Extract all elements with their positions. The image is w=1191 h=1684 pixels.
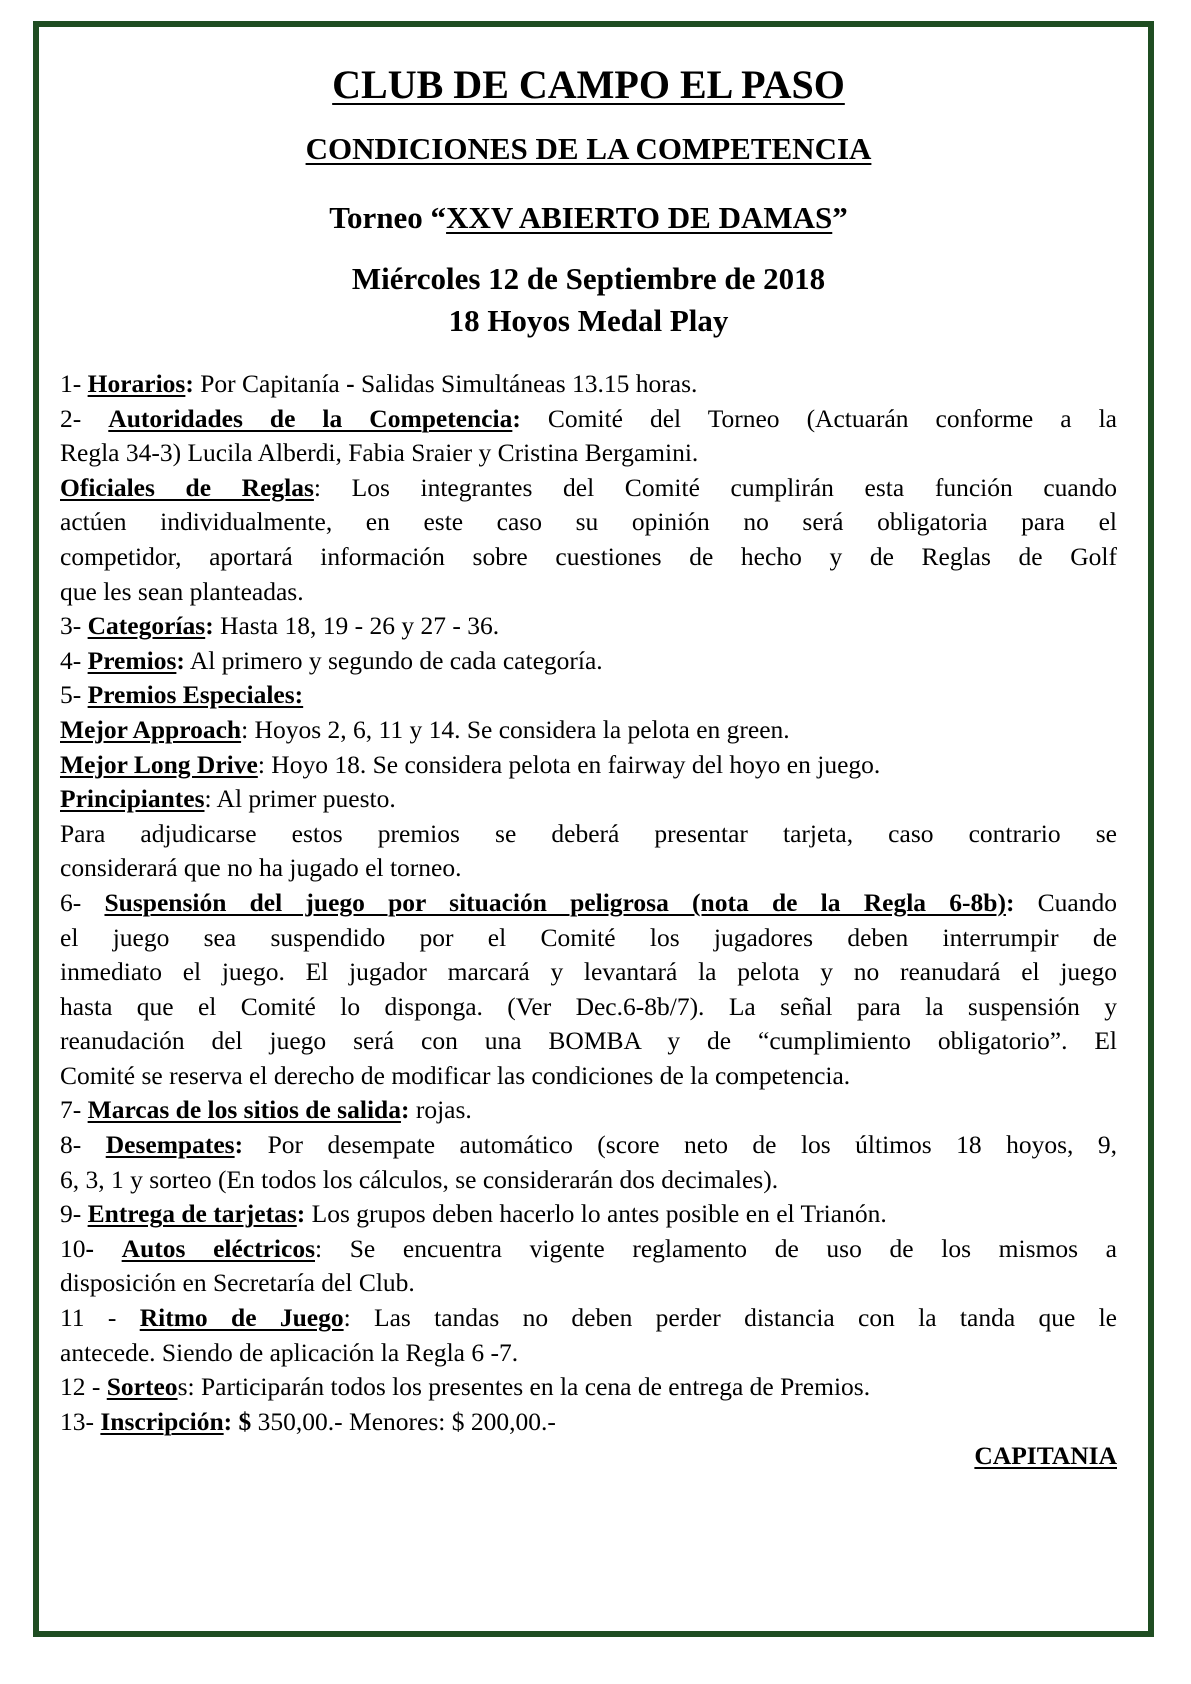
item-text: Hasta 18, 19 - 26 y 27 - 36. [213,611,500,641]
item-text: Cuando [1014,887,1117,917]
conditions-title: CONDICIONES DE LA COMPETENCIA [305,131,872,166]
item-text: Por desempate automático (score neto de los últimos 18 hoyos, 9, [243,1130,1117,1160]
suspension-line: inmediato el juego. El jugador marcará y levantará la pelota y no reanudará el juego [60,957,1117,987]
item-number: 2- [60,403,109,433]
item-premios-especiales [60,678,1117,713]
item-colon: : [234,1130,244,1160]
item-number: 1- [60,369,88,398]
item-number: 12 - [60,1372,107,1402]
item-title: Suspensión del juego por situación peligrosa (nota de la Regla 6-8b) [104,887,1006,917]
item-title: Principiantes [60,784,205,814]
item-number: 5- [60,680,88,710]
autos-line: disposición en Secretaría del Club. [60,1268,415,1298]
item-title: Horarios [87,369,186,398]
item-title: Mejor Approach [60,714,242,744]
item-number: 10 [60,1233,86,1263]
item-colon: : [512,403,521,433]
item-title: Premios Especiales: [87,680,304,710]
item-text: Salidas Simultáneas 13.15 horas. [354,369,698,398]
adjudicarse-line: considerará que no ha jugado el torneo. [60,853,462,883]
tournament-prefix: Torneo “ [329,200,447,235]
item-text: Por Capitanía [193,369,347,398]
item-title: Inscripción [100,1406,224,1436]
item-marcas [60,1093,1117,1128]
tournament-suffix: ” [832,200,848,235]
item-title: Autoridades de la Competencia [108,403,513,433]
suspension-line: Comité se reserva el derecho de modificar las condiciones de la competencia. [60,1060,851,1090]
item-title: Entrega de tarjetas [87,1199,297,1229]
item-number: 13- [60,1406,101,1436]
item-title: Autos eléctricos [121,1233,315,1263]
item-inscripcion [60,1405,1117,1440]
event-date: Miércoles 12 de Septiembre de 2018 [351,261,826,296]
item-dash: - [85,1233,94,1263]
item-title: Premios [87,645,177,675]
item-colon: : [205,611,214,641]
signature-line [60,1439,1117,1474]
principiantes [60,782,1117,817]
ritmo-line: antecede. Siendo de aplicación la Regla 6 -7. [60,1337,519,1367]
item-autoridades-cont: Regla 34-3) Lucila Alberdi, Fabia Sraier y Cristina Bergamini. [60,438,699,468]
oficiales-line: que les sean planteadas. [60,576,304,606]
oficiales-line: competidor, aportará información sobre cuestiones de hecho y de Reglas de Golf [60,541,1117,571]
item-text: : Hoyo 18. Se considera pelota en fairway del hoyo en juego. [257,749,881,779]
item-suspension [60,886,1117,921]
item-colon: : [296,1199,306,1229]
suspension-line: hasta que el Comité lo disponga. (Ver Dec.6-8b/7). La señal para la suspensión y [60,991,1117,1021]
item-dash: - [346,369,355,398]
item-sorteos [60,1370,1117,1405]
item-text: 350,00.- Menores: $ 200,00.- [251,1406,556,1436]
capitania-signature: CAPITANIA [974,1441,1117,1471]
item-text: : Se encuentra vigente reglamento de uso de los mismos a [315,1233,1117,1263]
item-text: rojas. [409,1095,472,1125]
item-text: Al primero y segundo de cada categoría. [184,645,603,675]
oficiales-line: actúen individualmente, en este caso su opinión no será obligatoria para el [60,507,1117,537]
item-title: Categorías [87,611,206,641]
item-text: Comité del Torneo (Actuarán conforme a la [520,403,1118,433]
conditions-body [60,367,1117,1474]
event-format: 18 Hoyos Medal Play [448,303,729,338]
item-autoridades [60,402,1117,437]
item-number: 7- [60,1095,88,1125]
suspension-line: reanudación del juego será con una BOMBA y de “cumplimiento obligatorio”. El [60,1026,1117,1056]
item-title: Marcas de los sitios de salida [87,1095,401,1125]
item-colon: : [1005,887,1015,917]
item-title: Oficiales de Reglas [60,472,314,502]
tournament-name: XXV ABIERTO DE DAMAS [446,200,833,235]
club-title: CLUB DE CAMPO EL PASO [332,62,845,107]
item-autos [60,1232,1117,1267]
item-text: : Al primer puesto. [204,784,396,814]
item-colon: : [185,369,194,398]
item-categorias [60,609,1117,644]
item-desempates [60,1128,1117,1163]
item-number: 11 - [60,1303,140,1333]
oficiales-line [60,471,1117,506]
item-title: Desempates [105,1130,235,1160]
item-text: : Hoyos 2, 6, 11 y 14. Se considera la pelota en green. [241,714,790,744]
adjudicarse-line: Para adjudicarse estos premios se deberá presentar tarjeta, caso contrario se [60,818,1117,848]
item-entrega [60,1197,1117,1232]
item-number: 4- [60,645,88,675]
item-number: 8- [60,1130,106,1160]
item-text: : Los integrantes del Comité cumplirán esta función cuando [313,472,1117,502]
suspension-line: el juego sea suspendido por el Comité los jugadores deben interrumpir de [60,922,1117,952]
tournament-title [60,199,1117,237]
item-number: 6- [60,887,105,917]
item-premios [60,644,1117,679]
mejor-long-drive [60,748,1117,783]
item-text: Los grupos deben hacerlo lo antes posible en el Trianón. [305,1199,887,1229]
item-title: Mejor Long Drive [60,749,258,779]
item-colon: : [400,1095,410,1125]
item-text: s: Participarán todos los presentes en la cena de entrega de Premios. [177,1372,871,1402]
item-number: 9- [60,1199,88,1229]
document-frame [33,21,1154,1637]
item-horarios [60,367,1117,402]
item-title: Sorteo [106,1372,178,1402]
item-title: Ritmo de Juego [139,1303,344,1333]
item-number: 3- [60,611,88,641]
item-colon: : $ [223,1406,252,1436]
desempates-line: 6, 3, 1 y sorteo (En todos los cálculos, se considerarán dos decimales). [60,1164,779,1194]
mejor-approach [60,713,1117,748]
item-ritmo [60,1301,1117,1336]
item-colon: : [176,645,185,675]
item-text: : Las tandas no deben perder distancia con la tanda que le [343,1303,1118,1333]
